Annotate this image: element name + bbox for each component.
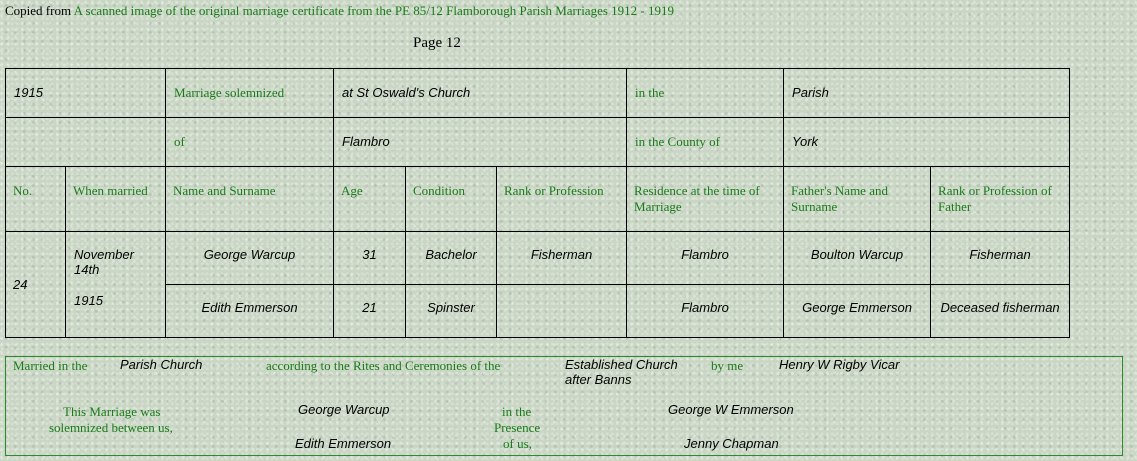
officiant-name: Henry W Rigby Vicar [779,357,900,372]
source-link[interactable]: A scanned image of the original marriage certificate from the PE 85/12 Flamborough Parish Marriages 1912 - 1919 [73,3,674,18]
marriage-year: 1915 [74,293,103,308]
presence-label-3: of us, [503,436,532,451]
groom-name: George Warcup [203,247,296,262]
header-name: Name and Surname [173,183,276,198]
register-year: 1915 [14,85,43,100]
bride-father-profession: Deceased fisherman [940,300,1060,315]
church-name: at St Oswald's Church [342,85,471,100]
source-line [5,3,674,19]
presence-label-1: in the [502,404,532,419]
party-groom: George Warcup [298,402,390,417]
church-type: Established Church [565,357,678,372]
bride-residence: Flambro [681,300,729,315]
header-no: No. [13,183,33,198]
entry-number: 24 [13,277,28,292]
between-label-1: This Marriage was [63,404,161,419]
header-age: Age [341,183,363,198]
county-value: York [792,134,819,149]
solemnization-box [5,356,1123,456]
in-the-label: in the [635,85,665,100]
by-me-label: by me [711,358,744,373]
witness-1: George W Emmerson [668,402,794,417]
married-in-value: Parish Church [120,357,203,372]
parish-value: Parish [792,85,829,100]
witness-2: Jenny Chapman [684,436,779,451]
party-bride: Edith Emmerson [295,436,392,451]
table-row-groom [6,232,1070,285]
register-header-row-2 [6,118,1070,167]
groom-profession: Fisherman [530,247,593,262]
groom-age: 31 [362,247,377,262]
married-in-label: Married in the [13,358,88,373]
bride-age: 21 [362,300,377,315]
banns-note: after Banns [565,372,632,387]
header-when-married: When married [73,183,148,198]
groom-father: Boulton Warcup [810,247,904,262]
bride-father: George Emmerson [802,300,912,315]
town-value: Flambro [342,134,390,149]
page-number: Page 12 [413,35,461,51]
bride-profession [497,285,626,300]
header-residence: Residence at the time of Marriage [634,183,760,214]
header-condition: Condition [413,183,466,198]
bride-condition: Spinster [427,300,475,315]
presence-label-2: Presence [494,420,541,435]
header-rank: Rank or Profession [504,183,604,198]
county-label: in the County of [635,134,720,149]
marriage-solemnized-label: Marriage solemnized [174,85,285,100]
rites-label: according to the Rites and Ceremonies of the [266,358,501,373]
groom-condition: Bachelor [425,247,477,262]
groom-father-profession: Fisherman [969,247,1031,262]
header-father-rank: Rank or Profession of Father [938,183,1052,214]
column-headers [6,167,1070,232]
between-label-2: solemnized between us, [49,420,173,435]
marriage-date: November 14th [74,247,134,277]
register-header-row-1 [6,69,1070,118]
marriage-register-table [5,68,1070,338]
groom-residence: Flambro [681,247,729,262]
header-father: Father's Name and Surname [791,183,888,214]
table-row-bride [6,285,1070,338]
of-label: of [174,134,185,149]
source-prefix: Copied from [5,3,72,18]
bride-name: Edith Emmerson [201,300,298,315]
